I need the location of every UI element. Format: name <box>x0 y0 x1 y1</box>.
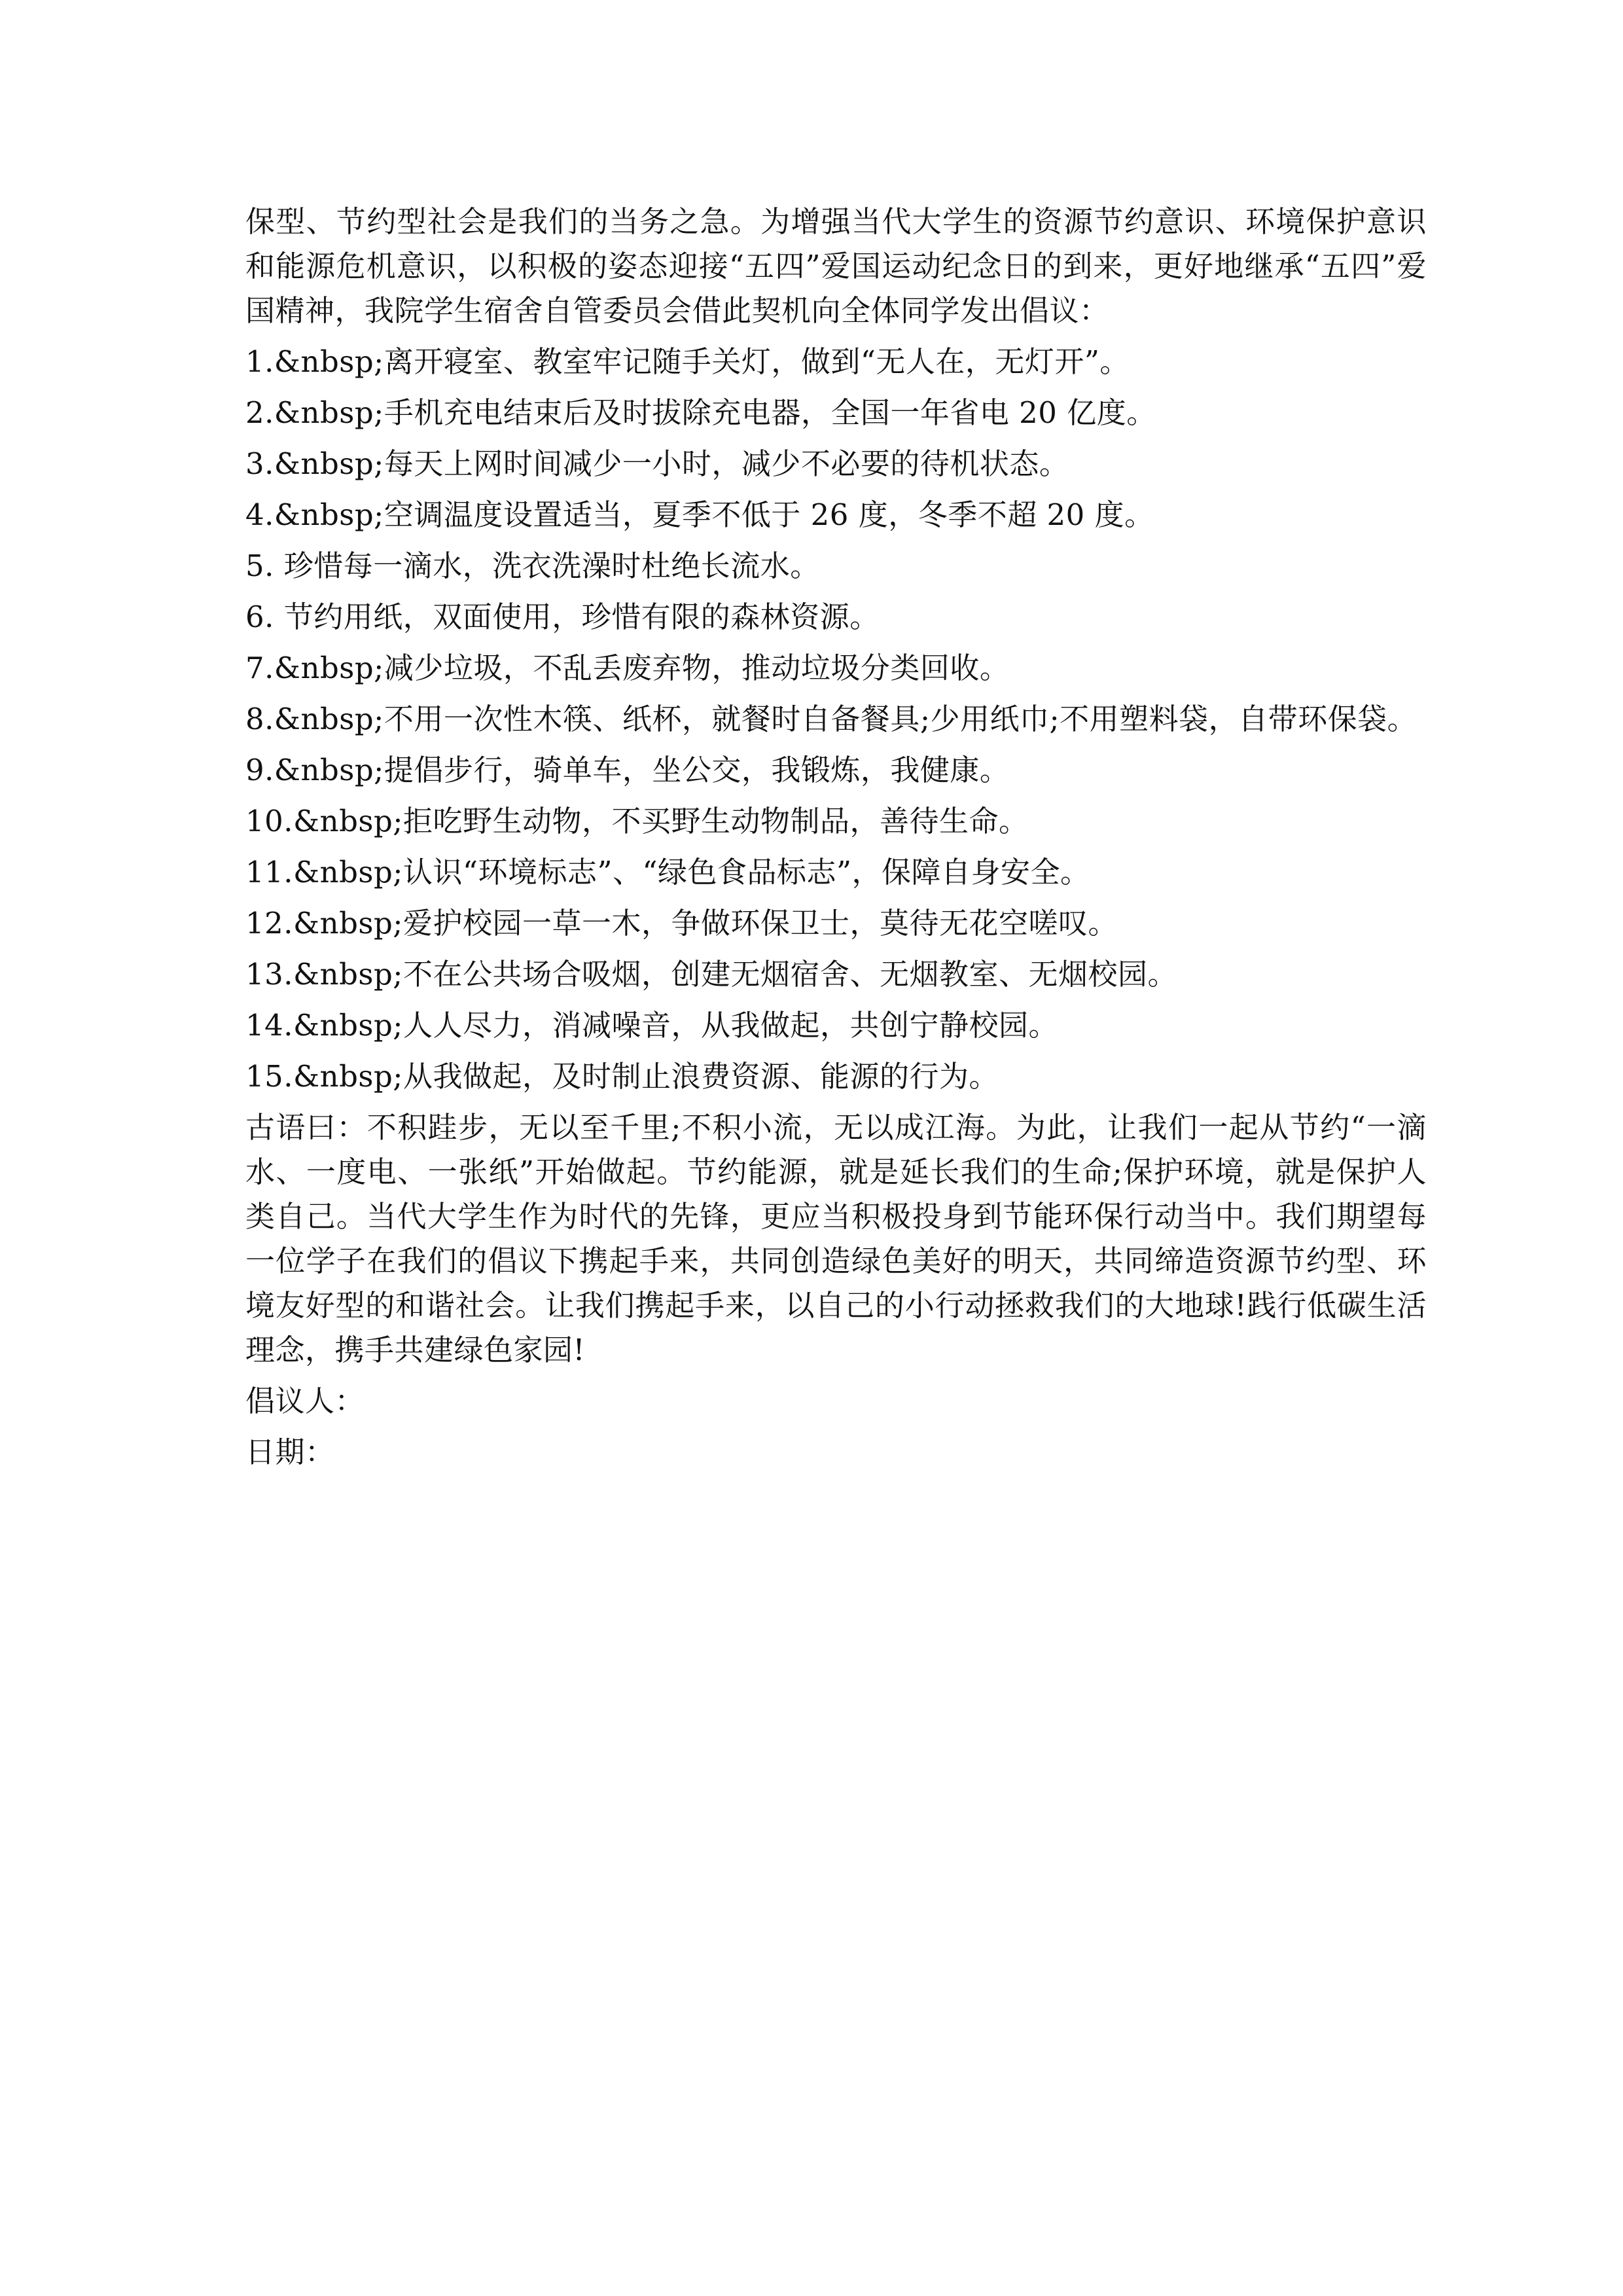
document-body <box>245 200 1427 1481</box>
list-item: 11.&nbsp;认识“环境标志”、“绿色食品标志”，保障自身安全。 <box>245 855 1090 889</box>
list-item: 2.&nbsp;手机充电结束后及时拔除充电器，全国一年省电 20 亿度。 <box>245 395 1156 430</box>
list-item: 14.&nbsp;人人尽力，消减噪音，从我做起，共创宁静校园。 <box>245 1008 1058 1043</box>
proposal-list <box>245 340 1427 1099</box>
list-item: 1.&nbsp;离开寝室、教室牢记随手关灯，做到“无人在，无灯开”。 <box>245 344 1130 379</box>
list-item: 15.&nbsp;从我做起，及时制止浪费资源、能源的行为。 <box>245 1059 999 1094</box>
date-label: 日期： <box>245 1435 335 1469</box>
intro-paragraph: 保型、节约型社会是我们的当务之急。为增强当代大学生的资源节约意识、环境保护意识和能源危机意识，以积极的姿态迎接“五四”爱国运动纪念日的到来，更好地继承“五四”爱国精神，我院学生宿舍自管委员会借此契机向全体同学发出倡议： <box>245 204 1427 328</box>
list-item: 4.&nbsp;空调温度设置适当，夏季不低于 26 度，冬季不超 20 度。 <box>245 497 1154 532</box>
list-item: 3.&nbsp;每天上网时间减少一小时，减少不必要的待机状态。 <box>245 446 1069 481</box>
list-item: 5. 珍惜每一滴水，洗衣洗澡时杜绝长流水。 <box>245 548 820 583</box>
closing-paragraph: 古语曰：不积跬步，无以至千里;不积小流，无以成江海。为此，让我们一起从节约“一滴水、一度电、一张纸”开始做起。节约能源，就是延长我们的生命;保护环境，就是保护人类自己。当代大学生作为时代的先锋，更应当积极投身到节能环保行动当中。我们期望每一位学子在我们的倡议下携起手来，共同创造绿色美好的明天，共同缔造资源节约型、环境友好型的和谐社会。让我们携起手来，以自己的小行动拯救我们的大地球!践行低碳生活理念，携手共建绿色家园! <box>245 1110 1427 1367</box>
list-item: 6. 节约用纸，双面使用，珍惜有限的森林资源。 <box>245 600 880 634</box>
list-item: 12.&nbsp;爱护校园一草一木，争做环保卫士，莫待无花空嗟叹。 <box>245 906 1118 941</box>
list-item: 8.&nbsp;不用一次性木筷、纸杯，就餐时自备餐具;少用纸巾;不用塑料袋，自带环保袋。 <box>245 702 1418 736</box>
list-item: 7.&nbsp;减少垃圾，不乱丢废弃物，推动垃圾分类回收。 <box>245 651 1010 685</box>
list-item: 13.&nbsp;不在公共场合吸烟，创建无烟宿舍、无烟教室、无烟校园。 <box>245 957 1177 992</box>
proposer-label: 倡议人： <box>245 1384 365 1418</box>
list-item: 9.&nbsp;提倡步行，骑单车，坐公交，我锻炼，我健康。 <box>245 753 1010 787</box>
list-item: 10.&nbsp;拒吃野生动物，不买野生动物制品，善待生命。 <box>245 804 1029 838</box>
